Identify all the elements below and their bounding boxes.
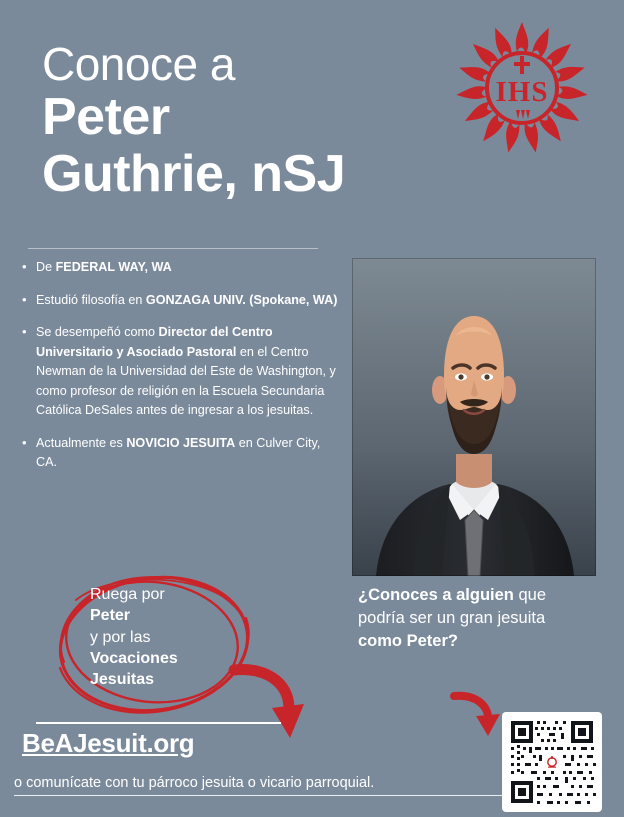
prayer-line-3: y por las — [90, 628, 151, 646]
bullet-text-plain-3a: Se desempeñó como — [36, 325, 159, 340]
ihs-sunburst-icon — [442, 18, 602, 163]
bullet-text-plain-4a: Actualmente es — [36, 435, 127, 450]
prayer-line-5: Jesuitas — [90, 671, 155, 689]
bullet-text-bold-4: NOVICIO JESUITA — [126, 435, 236, 450]
cta-line-3: que podría — [358, 586, 547, 627]
bullet-text-bold-3: Director del Centro Universitario y Asociado Pastoral — [36, 325, 273, 359]
bullet-text-plain-3b: en el Centro Newman de la Universidad del Este de Washington, y como profesor de religión en la Escuela Secundaria Católica DeSales antes de ingresar a los jesuitas. — [36, 344, 336, 418]
svg-text:IHS: IHS — [495, 76, 549, 108]
bullet-text-bold-1: FEDERAL WAY, WA — [55, 260, 172, 274]
qr-code-label — [507, 807, 508, 808]
cta-line-2: alguien — [456, 586, 514, 604]
title-line-1: Conoce a — [42, 38, 235, 90]
curved-arrow-icon-right — [450, 690, 502, 738]
prayer-line-4: Vocaciones — [90, 649, 178, 667]
title-line-3: Guthrie, nSJ — [42, 144, 346, 203]
prayer-callout-text — [90, 584, 250, 690]
list-item — [22, 258, 342, 278]
header-divider — [28, 248, 318, 249]
cta-line-4: ser un gran jesuita — [409, 608, 546, 627]
website-link[interactable]: BeAJesuit.org — [22, 728, 195, 758]
list-item — [22, 291, 342, 311]
curved-arrow-icon-left — [228, 660, 306, 740]
bullet-text-plain-1: De — [36, 260, 56, 274]
bio-bullet-list — [22, 258, 342, 486]
contact-note: o comunícate con tu párroco jesuita o vicario parroquial. — [14, 775, 514, 796]
qr-code[interactable] — [502, 712, 602, 812]
url-divider — [36, 722, 281, 724]
prayer-line-2: Peter — [90, 607, 131, 625]
bullet-text-bold-2: GONZAGA UNIV. (Spokane, WA) — [145, 292, 338, 307]
list-item — [22, 434, 342, 473]
list-item — [22, 323, 342, 421]
prayer-line-1: Ruega por — [90, 586, 165, 603]
portrait-photo — [352, 258, 596, 576]
bullet-text-plain-4b: en Culver City, CA. — [36, 435, 321, 470]
poster-header — [0, 0, 624, 246]
title-line-2: Peter — [42, 88, 170, 147]
ihs-logo-text — [602, 18, 603, 19]
page-title — [42, 40, 345, 201]
referral-callout — [358, 584, 583, 652]
cta-line-5: como Peter? — [358, 631, 458, 650]
bullet-text-plain-2: Estudió filosofía en — [36, 292, 146, 307]
cta-line-1: ¿Conoces a — [358, 586, 452, 604]
